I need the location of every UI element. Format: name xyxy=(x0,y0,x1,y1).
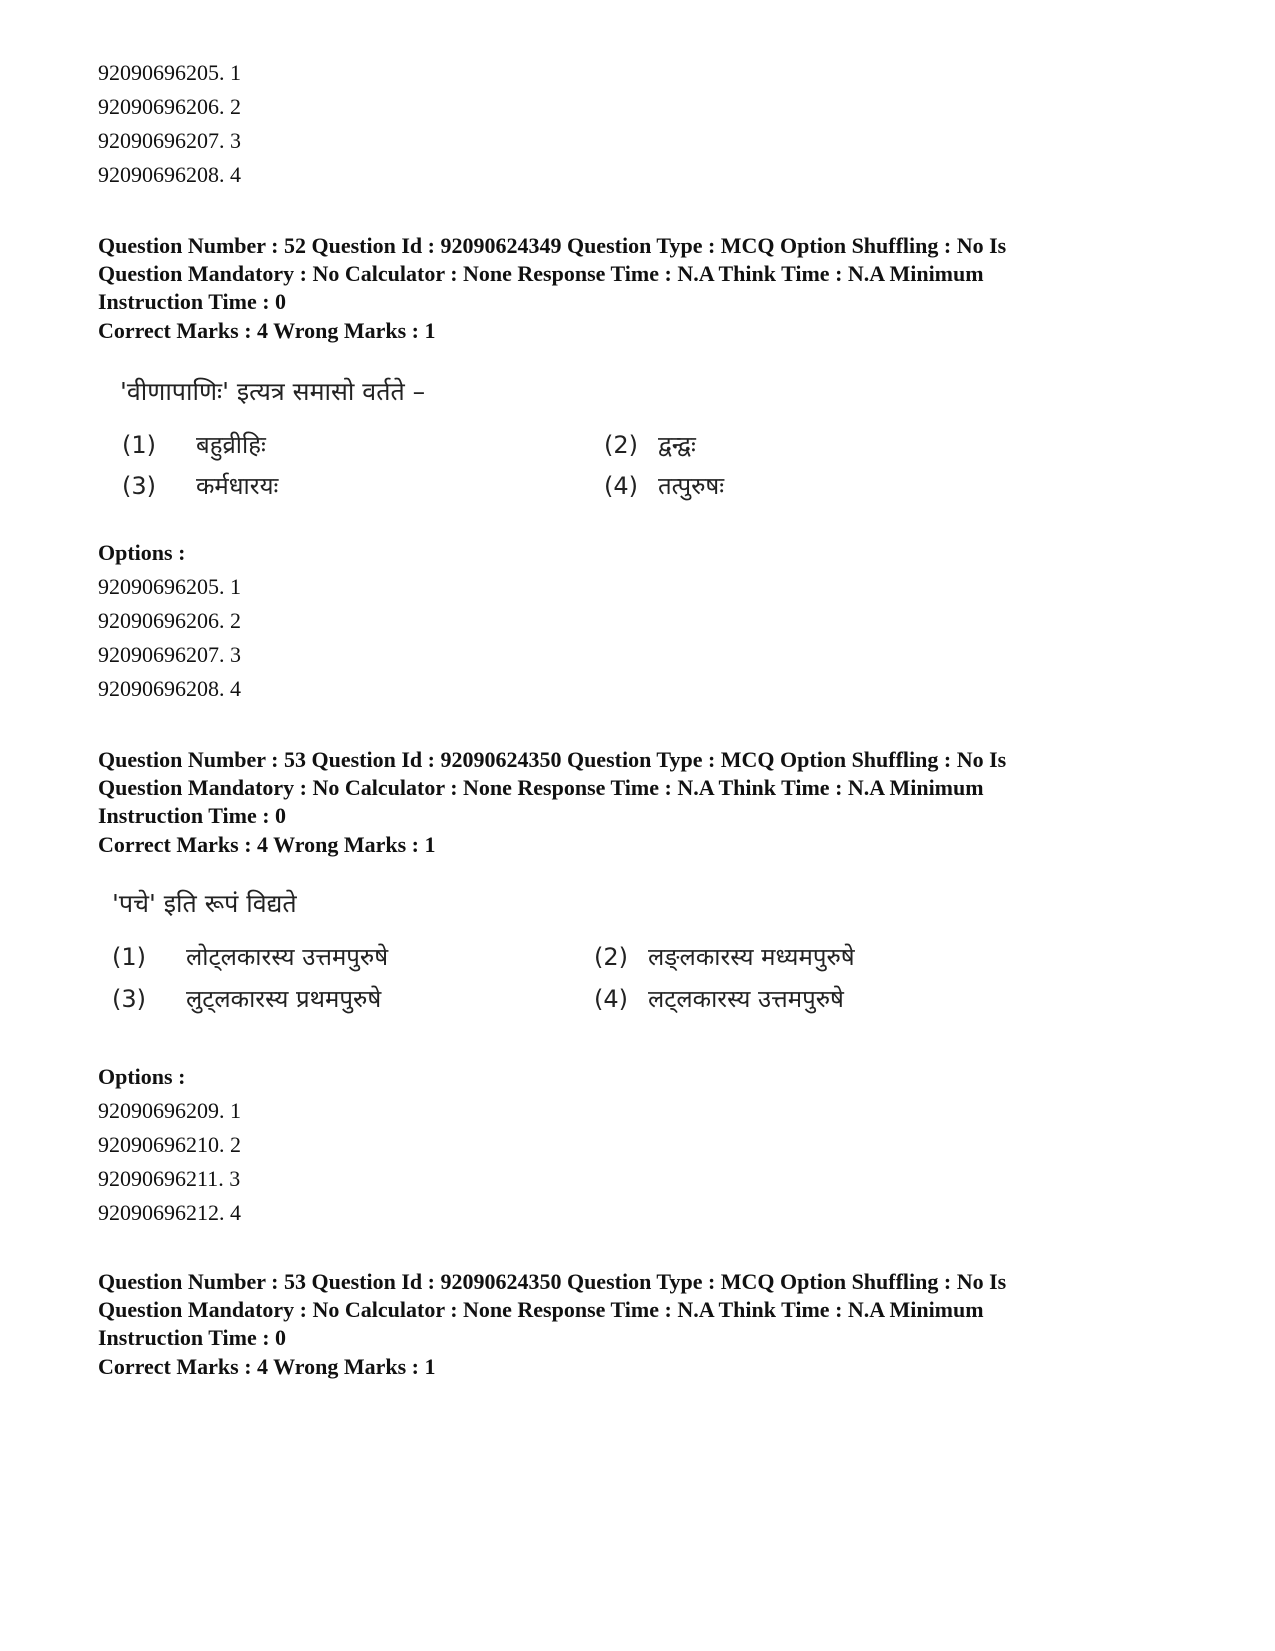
q53-repeat-meta-line: Question Number : 53 Question Id : 92090624350 Question Type : MCQ Option Shuffling : No Is xyxy=(98,1269,1007,1294)
choice-text: लोट्लकारस्य उत्तमपुरुषे xyxy=(186,943,389,971)
q52-stem: 'वीणापाणिः' इत्यत्र समासो वर्तते – xyxy=(120,377,426,406)
q53-meta-line: Question Number : 53 Question Id : 92090624350 Question Type : MCQ Option Shuffling : No Is xyxy=(98,747,1007,772)
q53-repeat-meta xyxy=(98,1268,1178,1352)
option-item: 92090696205. 1 xyxy=(98,60,241,85)
choice-text: लुट्लकारस्य प्रथमपुरुषे xyxy=(186,985,382,1013)
option-item: 92090696210. 2 xyxy=(98,1132,241,1157)
q53-meta-line: Instruction Time : 0 xyxy=(98,803,287,828)
choice-number: (3) xyxy=(112,985,146,1013)
q52-choice-2 xyxy=(604,428,696,461)
option-item: 92090696212. 4 xyxy=(98,1200,241,1225)
q53-choice-2 xyxy=(594,940,855,973)
q53-meta xyxy=(98,746,1178,830)
q53-repeat-meta-line: Instruction Time : 0 xyxy=(98,1325,287,1350)
q53-meta-line: Question Mandatory : No Calculator : None Response Time : N.A Think Time : N.A Minimum xyxy=(98,775,984,800)
q52-meta-line: Instruction Time : 0 xyxy=(98,289,287,314)
q53-repeat-marks: Correct Marks : 4 Wrong Marks : 1 xyxy=(98,1354,436,1379)
option-item: 92090696206. 2 xyxy=(98,94,241,119)
choice-text: बहुव्रीहिः xyxy=(196,431,266,459)
choice-number: (4) xyxy=(594,985,628,1013)
choice-number: (1) xyxy=(112,943,146,971)
q53-repeat-meta-line: Question Mandatory : No Calculator : None Response Time : N.A Think Time : N.A Minimum xyxy=(98,1297,984,1322)
q52-meta xyxy=(98,232,1178,316)
q52-choice-1 xyxy=(122,428,266,461)
q53-choice-1 xyxy=(112,940,388,973)
option-item: 92090696208. 4 xyxy=(98,676,241,701)
option-item: 92090696207. 3 xyxy=(98,128,241,153)
q53-choice-4 xyxy=(594,982,844,1015)
q52-choice-4 xyxy=(604,469,724,502)
option-item: 92090696208. 4 xyxy=(98,162,241,187)
option-item: 92090696205. 1 xyxy=(98,574,241,599)
choice-number: (2) xyxy=(594,943,628,971)
q52-choice-3 xyxy=(122,469,278,502)
choice-number: (4) xyxy=(604,472,638,500)
option-item: 92090696207. 3 xyxy=(98,642,241,667)
option-item: 92090696209. 1 xyxy=(98,1098,241,1123)
q52-options-list xyxy=(98,570,241,706)
q52-meta-line: Question Number : 52 Question Id : 92090624349 Question Type : MCQ Option Shuffling : No Is xyxy=(98,233,1007,258)
q53-choice-3 xyxy=(112,982,381,1015)
choice-text: लट्लकारस्य उत्तमपुरुषे xyxy=(648,985,844,1013)
top-options-list xyxy=(98,56,241,192)
q52-meta-line: Question Mandatory : No Calculator : None Response Time : N.A Think Time : N.A Minimum xyxy=(98,261,984,286)
choice-number: (1) xyxy=(122,431,156,459)
choice-text: द्वन्द्वः xyxy=(658,431,696,459)
option-item: 92090696211. 3 xyxy=(98,1166,241,1191)
choice-text: तत्पुरुषः xyxy=(658,472,725,500)
q52-marks: Correct Marks : 4 Wrong Marks : 1 xyxy=(98,318,436,343)
choice-text: लङ्लकारस्य मध्यमपुरुषे xyxy=(648,943,855,971)
q52-options-label: Options : xyxy=(98,540,186,565)
option-item: 92090696206. 2 xyxy=(98,608,241,633)
choice-text: कर्मधारयः xyxy=(196,472,279,500)
q53-options-list xyxy=(98,1094,241,1230)
choice-number: (3) xyxy=(122,472,156,500)
q53-marks: Correct Marks : 4 Wrong Marks : 1 xyxy=(98,832,436,857)
q53-stem: 'पचे' इति रूपं विद्यते xyxy=(112,889,297,918)
choice-number: (2) xyxy=(604,431,638,459)
q53-options-label: Options : xyxy=(98,1064,186,1089)
